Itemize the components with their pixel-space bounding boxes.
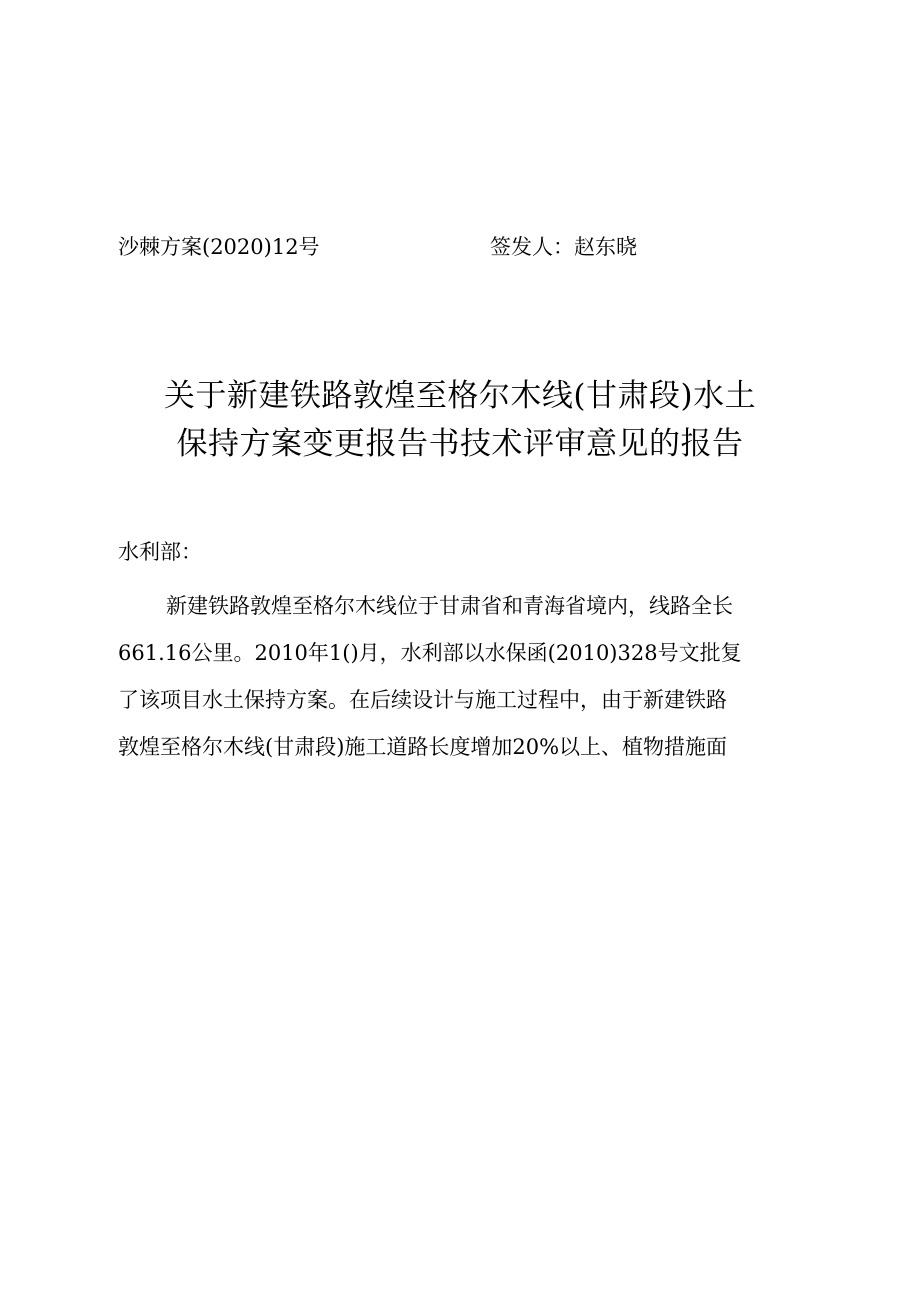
document-number: 沙棘方案(2020)12号 bbox=[118, 235, 320, 259]
body-line-1: 新建铁路敦煌至格尔木线位于甘肃省和青海省境内，线路全长 bbox=[166, 594, 733, 618]
body-paragraph bbox=[118, 583, 798, 771]
title-line-2: 保持方案变更报告书技术评审意见的报告 bbox=[176, 426, 744, 462]
body-line-4: 敦煌至格尔木线(甘肃段)施工道路长度增加20%以上、植物措施面 bbox=[118, 735, 728, 759]
salutation: 水利部： bbox=[118, 540, 202, 564]
body-line-2: 661.16公里。2010年1()月，水利部以水保函(2010)328号文批复 bbox=[118, 641, 742, 665]
title-line-1: 关于新建铁路敦煌至格尔木线(甘肃段)水土 bbox=[163, 378, 757, 414]
issuer-signature: 签发人：赵东晓 bbox=[490, 235, 637, 259]
body-line-3: 了该项目水土保持方案。在后续设计与施工过程中，由于新建铁路 bbox=[118, 688, 727, 712]
document-title bbox=[0, 372, 920, 468]
